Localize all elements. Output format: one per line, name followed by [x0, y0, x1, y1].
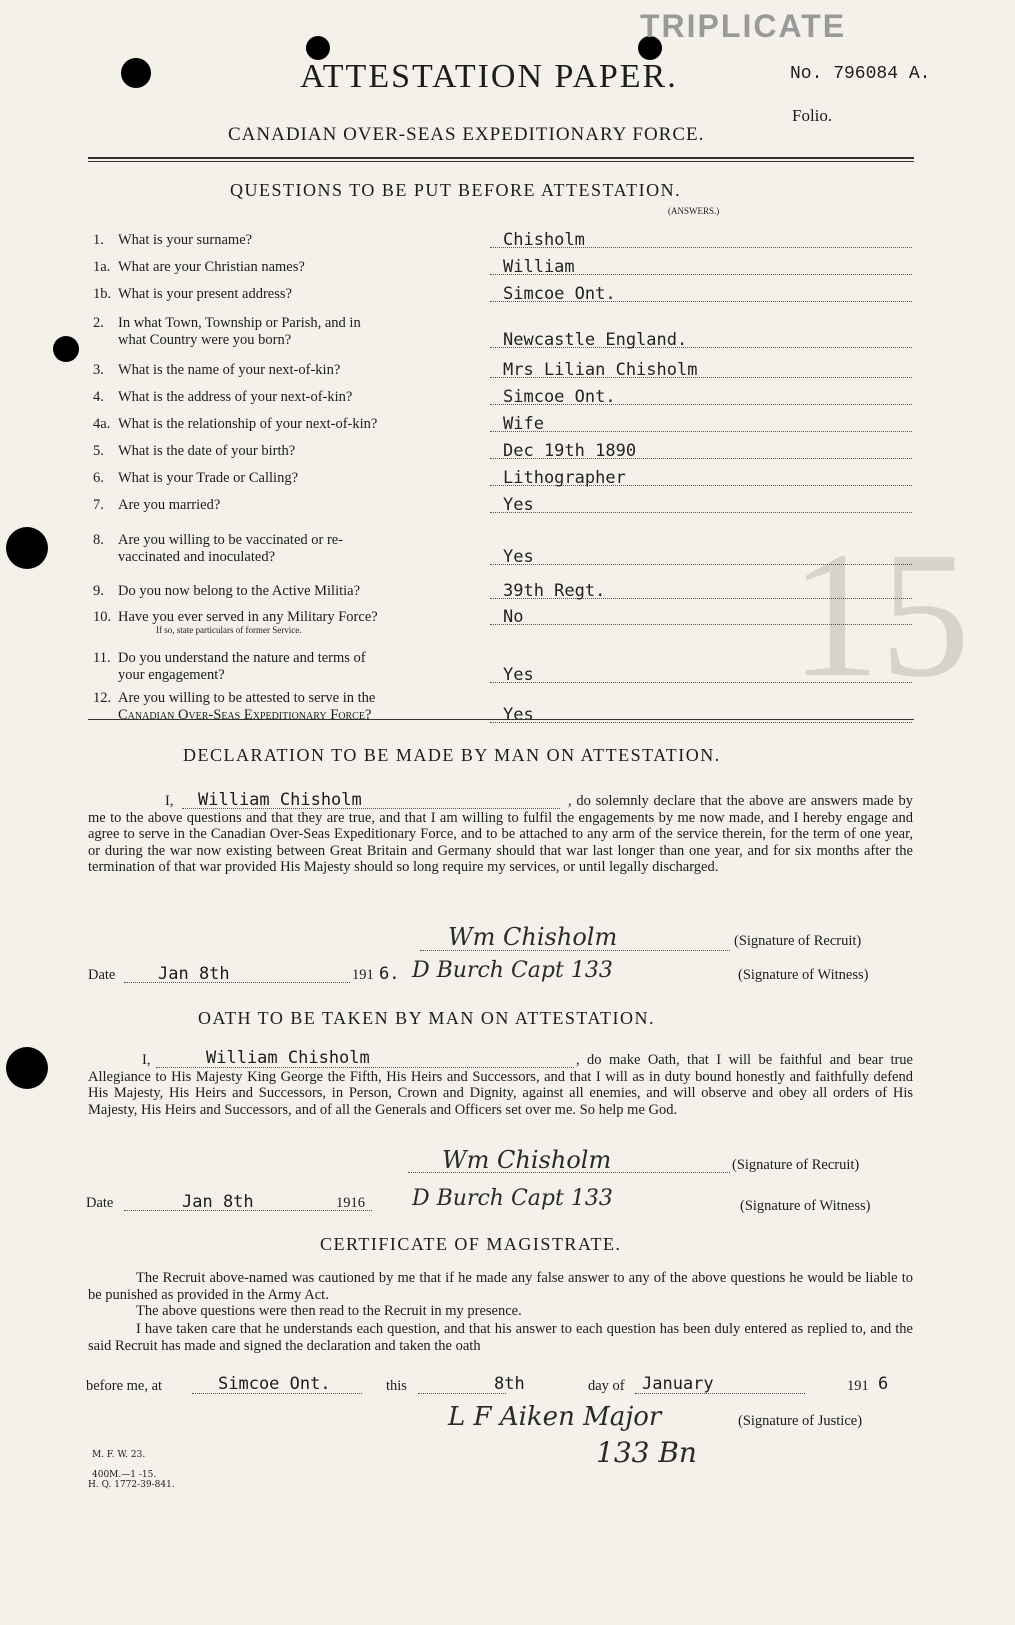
- punch-hole: [6, 1047, 48, 1089]
- declaration-date: Jan 8th: [158, 964, 230, 984]
- justice-signature: L F Aiken Major: [448, 1402, 662, 1432]
- question-number: 1.: [93, 232, 104, 248]
- magistrate-text-2: The above questions were then read to the Recruit in my presence.: [136, 1303, 522, 1319]
- question-number: 11.: [93, 650, 111, 666]
- oath-text: , do make Oath, that I will be faithful and bear true Allegiance to His Majesty King George the Fifth, His Heirs and Successors, and that I will as in duty bound honestly and faithfully defend His Majesty, His Heirs and Successors, in Person, Crown and Dignity, against all enemies, and will observe and obey all orders of His Majesty, His Heirs and Successors, and of all the Generals and Officers set over me. So help me God.: [88, 1052, 913, 1118]
- question-text: What is the relationship of your next-of-kin?: [118, 416, 378, 432]
- question-number: 1b.: [93, 286, 112, 302]
- declaration-text: , do solemnly declare that the above are answers made by me to the above questions and that they are true, and that I am willing to fulfil the engagements by me now made, and I hereby engage and agree to serve in the Canadian Over-Seas Expeditionary Force, and to be attached to any arm of the service therein, for the term of one year, or during the war now existing between Great Britain and Germany should that war last longer than one year, and for six months after the termination of that war provided His Majesty should so long require my services, or until legally discharged.: [88, 793, 913, 875]
- answer-line: [490, 624, 912, 625]
- question-text-continued: Canadian Over-Seas Expeditionary Force?: [118, 707, 372, 723]
- question-number: 4a.: [93, 416, 111, 432]
- questions-heading: QUESTIONS TO BE PUT BEFORE ATTESTATION.: [230, 180, 682, 200]
- magistrate-paragraph-3: [88, 1321, 913, 1354]
- answer-value: William: [503, 257, 575, 277]
- section-rule: [88, 719, 914, 720]
- declaration-witness-signature: D Burch Capt 133: [412, 958, 613, 983]
- page-subtitle: CANADIAN OVER-SEAS EXPEDITIONARY FORCE.: [228, 124, 705, 145]
- answer-value: Newcastle England.: [503, 330, 688, 350]
- question-number: 3.: [93, 362, 104, 378]
- oath-date-label: Date: [86, 1195, 114, 1211]
- answer-value: Yes: [503, 705, 534, 725]
- punch-hole: [121, 58, 151, 88]
- question-number: 10.: [93, 609, 112, 625]
- oath-heading: OATH TO BE TAKEN BY MAN ON ATTESTATION.: [198, 1008, 655, 1028]
- answer-value: No: [503, 607, 524, 627]
- magistrate-paragraph-2: [88, 1303, 913, 1320]
- header-rule-thin: [88, 161, 914, 162]
- answer-value: Dec 19th 1890: [503, 441, 637, 461]
- question-number: 4.: [93, 389, 104, 405]
- before-me-label: before me, at: [86, 1378, 163, 1394]
- magistrate-text-3: I have taken care that he understands each question, and that his answer to each question has been duly entered as replied to, and the said Recruit has made and signed the declaration and taken the oath: [88, 1321, 913, 1354]
- answer-value: Chisholm: [503, 230, 585, 250]
- answer-value: Simcoe Ont.: [503, 284, 616, 304]
- question-text: What are your Christian names?: [118, 259, 305, 275]
- oath-witness-signature: D Burch Capt 133: [412, 1186, 613, 1211]
- answer-value: Lithographer: [503, 468, 626, 488]
- magistrate-year-suffix: 6: [878, 1374, 889, 1394]
- triplicate-stamp: TRIPLICATE: [640, 8, 847, 44]
- oath-name: William Chisholm: [206, 1048, 370, 1068]
- declaration-date-label: Date: [88, 967, 116, 983]
- answer-value: Simcoe Ont.: [503, 387, 616, 407]
- recruit-signature-caption: (Signature of Recruit): [734, 933, 862, 949]
- question-number: 5.: [93, 443, 104, 459]
- question-number: 12.: [93, 690, 112, 706]
- answer-value: Wife: [503, 414, 544, 434]
- magistrate-month: January: [642, 1374, 714, 1394]
- magistrate-heading: CERTIFICATE OF MAGISTRATE.: [320, 1234, 622, 1254]
- declaration-recruit-signature: Wm Chisholm: [448, 923, 618, 951]
- magistrate-year-prefix: 191: [847, 1378, 869, 1394]
- answer-line: [490, 682, 912, 683]
- answer-value: 39th Regt.: [503, 581, 606, 601]
- signature-line: [420, 950, 730, 951]
- form-number: No. 796084 A.: [790, 64, 931, 84]
- question-text: What is your surname?: [118, 232, 253, 248]
- question-number: 6.: [93, 470, 104, 486]
- answer-value: Yes: [503, 665, 534, 685]
- question-text: What is the address of your next-of-kin?: [118, 389, 353, 405]
- oath-recruit-signature: Wm Chisholm: [442, 1146, 612, 1174]
- oath-recruit-caption: (Signature of Recruit): [732, 1157, 860, 1173]
- question-text: What is your Trade or Calling?: [118, 470, 299, 486]
- declaration-year-suffix: 6.: [379, 964, 400, 984]
- magistrate-text-1: The Recruit above-named was cautioned by me that if he made any false answer to any of the above questions he would be liable to be punished as provided in the Army Act.: [88, 1270, 913, 1303]
- question-text: What is the name of your next-of-kin?: [118, 362, 341, 378]
- declaration-prefix: I,: [165, 793, 174, 809]
- oath-date: Jan 8th: [182, 1192, 254, 1212]
- answer-value: Mrs Lilian Chisholm: [503, 360, 698, 380]
- answer-line: [490, 512, 912, 513]
- punch-hole: [6, 527, 48, 569]
- justice-caption: (Signature of Justice): [738, 1413, 863, 1429]
- this-label: this: [386, 1378, 407, 1394]
- answer-line: [490, 722, 912, 723]
- question-text: Are you willing to be vaccinated or re-: [118, 532, 344, 548]
- footer-form-code: M. F. W. 23.: [92, 1450, 146, 1460]
- question-text: Have you ever served in any Military Force?: [118, 609, 378, 625]
- declaration-name: William Chisholm: [198, 790, 362, 810]
- question-number: 9.: [93, 583, 104, 599]
- question-number: 8.: [93, 532, 104, 548]
- punch-hole: [306, 36, 330, 60]
- folio-label: Folio.: [792, 106, 833, 125]
- magistrate-place: Simcoe Ont.: [218, 1374, 331, 1394]
- question-text: What is your present address?: [118, 286, 292, 302]
- question-text-continued: If so, state particulars of former Service.: [156, 625, 302, 635]
- footer-print-run: 400M.—1 -15.: [92, 1470, 157, 1480]
- signature-line: [408, 1172, 730, 1173]
- declaration-heading: DECLARATION TO BE MADE BY MAN ON ATTESTATION.: [183, 745, 721, 765]
- question-text-continued: what Country were you born?: [118, 332, 292, 348]
- punch-hole: [53, 336, 79, 362]
- witness-signature-caption: (Signature of Witness): [738, 967, 869, 983]
- battalion-note: 133 Bn: [596, 1436, 697, 1469]
- footer-hq-ref: H. Q. 1772-39-841.: [88, 1480, 175, 1490]
- answers-label: (ANSWERS.): [668, 206, 720, 216]
- question-text: What is the date of your birth?: [118, 443, 296, 459]
- answer-value: Yes: [503, 547, 534, 567]
- answer-line: [490, 431, 912, 432]
- oath-witness-caption: (Signature of Witness): [740, 1198, 871, 1214]
- question-text: Do you now belong to the Active Militia?: [118, 583, 361, 599]
- magistrate-paragraph-1: [88, 1270, 913, 1303]
- declaration-body: [88, 793, 913, 876]
- header-rule: [88, 157, 914, 159]
- oath-body: [88, 1052, 913, 1118]
- magistrate-day: 8th: [494, 1374, 525, 1394]
- question-number: 7.: [93, 497, 104, 513]
- question-text-continued: vaccinated and inoculated?: [118, 549, 276, 565]
- question-text-continued: your engagement?: [118, 667, 225, 683]
- declaration-year-prefix: 191: [352, 967, 374, 983]
- page-title: ATTESTATION PAPER.: [300, 58, 678, 95]
- faint-stamp-mark: 15: [790, 515, 970, 714]
- question-number: 2.: [93, 315, 104, 331]
- question-number: 1a.: [93, 259, 111, 275]
- question-text: In what Town, Township or Parish, and in: [118, 315, 361, 331]
- oath-year: 1916: [336, 1195, 365, 1211]
- question-text: Do you understand the nature and terms of: [118, 650, 366, 666]
- answer-line: [490, 564, 912, 565]
- answer-value: Yes: [503, 495, 534, 515]
- oath-prefix: I,: [142, 1052, 151, 1068]
- day-of-label: day of: [588, 1378, 625, 1394]
- question-text: Are you married?: [118, 497, 221, 513]
- day-line: [418, 1393, 506, 1394]
- question-text: Are you willing to be attested to serve in the: [118, 690, 376, 706]
